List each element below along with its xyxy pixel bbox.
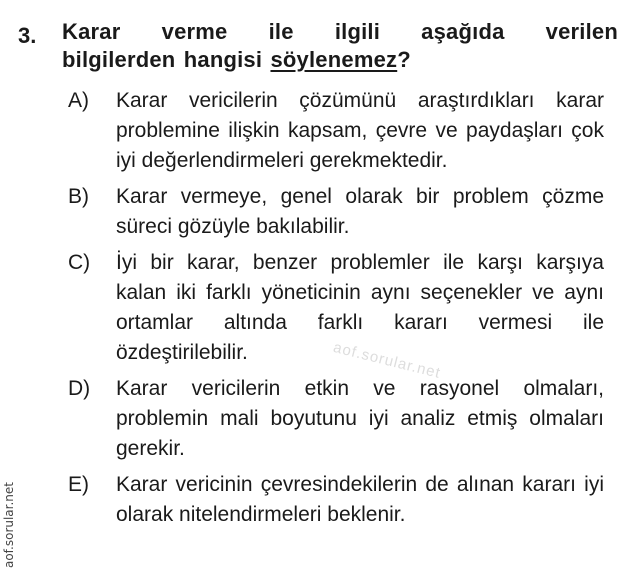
option-letter: B): [68, 185, 89, 208]
question-stem-line1: Karar verme ile ilgili aşağıda verilen: [62, 19, 618, 44]
option-text: Karar vericilerin çözümünü araştırdıkları karar problemine ilişkin kapsam, çevre ve paydaşları çok iyi değerlendirmeleri gerekmektedir.: [116, 89, 604, 172]
watermark-center-text: aof.sorular.net: [331, 338, 443, 383]
option-e[interactable]: [68, 470, 618, 530]
option-letter: C): [68, 251, 91, 274]
question-number: 3.: [18, 23, 37, 48]
option-b[interactable]: [68, 182, 618, 242]
option-a[interactable]: [68, 86, 618, 176]
option-text: Karar vericinin çevresindekilerin de alınan kararı iyi olarak nitelendirmeleri beklenir.: [116, 473, 604, 526]
option-text: Karar vermeye, genel olarak bir problem çözme süreci gözüyle bakılabilir.: [116, 185, 604, 238]
option-letter: D): [68, 377, 91, 400]
question-emphasis: söylenemez: [270, 47, 398, 72]
question-stem-line2-pre: bilgilerden hangisi: [62, 47, 271, 72]
question-stem-line2-post: ?: [397, 47, 411, 72]
answer-options: [18, 86, 618, 530]
watermark-side: [0, 470, 20, 580]
option-text: Karar vericilerin etkin ve rasyonel olmaları, problemin mali boyutunu iyi analiz etmiş olmaları gerekir.: [116, 377, 604, 460]
watermark-side-text: aof.sorular.net: [2, 481, 16, 569]
option-letter: E): [68, 473, 89, 496]
question-stem: [62, 18, 618, 74]
option-letter: A): [68, 89, 89, 112]
question-block: [18, 18, 618, 536]
option-d[interactable]: [68, 374, 618, 464]
question-header: [18, 18, 618, 74]
option-text: İyi bir karar, benzer problemler ile karşı karşıya kalan iki farklı yöneticinin aynı seçenekler ve aynı ortamlar altında farklı kararı vermesi ile özdeştirilebilir.: [116, 251, 604, 364]
